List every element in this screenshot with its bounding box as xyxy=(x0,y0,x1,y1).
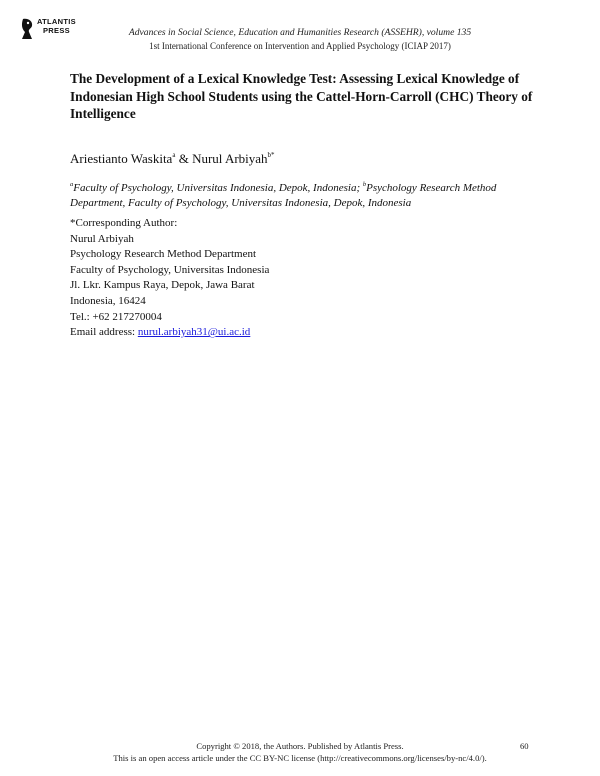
affiliations xyxy=(70,178,540,210)
copyright-notice: Copyright © 2018, the Authors. Published by Atlantis Press. xyxy=(196,741,404,751)
corresponding-email-line xyxy=(70,325,269,341)
author-line xyxy=(70,151,275,167)
author-1: Ariestianto Waskita xyxy=(70,151,173,166)
affiliation-a-superscript: a xyxy=(70,181,74,188)
author-1-superscript: a xyxy=(172,151,176,159)
logo-line-1: ATLANTIS xyxy=(37,17,76,26)
email-link[interactable]: nurul.arbiyah31@ui.ac.id xyxy=(137,326,251,339)
conference-header: 1st International Conference on Intervention and Applied Psychology (ICIAP 2017) xyxy=(149,41,451,51)
affiliation-b: Psychology Research Method Department, Faculty of Psychology, Universitas Indonesia, Depok, Indonesia xyxy=(70,182,497,209)
corresponding-city: Indonesia, 16424 xyxy=(70,294,146,307)
journal-header: Advances in Social Science, Education and Humanities Research (ASSEHR), volume 135 xyxy=(128,27,472,38)
corresponding-street: Jl. Lkr. Kampus Raya, Depok, Jawa Barat xyxy=(70,279,255,292)
corresponding-tel: Tel.: +62 217270004 xyxy=(70,310,162,323)
paper-title: The Development of a Lexical Knowledge Test: Assessing Lexical Knowledge of Indonesian High School Students using the Cattel-Horn-Carroll (CHC) Theory of Intelligence xyxy=(70,71,533,121)
corresponding-label: *Corresponding Author: xyxy=(70,217,178,229)
author-separator: & xyxy=(175,151,193,166)
corresponding-name: Nurul Arbiyah xyxy=(70,232,134,245)
corresponding-faculty: Faculty of Psychology, Universitas Indonesia xyxy=(70,263,270,276)
affiliation-b-superscript: b xyxy=(362,181,367,188)
logo-line-2: PRESS xyxy=(43,25,70,35)
author-2-superscript: b* xyxy=(267,151,275,159)
corresponding-department: Psychology Research Method Department xyxy=(70,248,257,261)
page-number: 60 xyxy=(520,741,529,751)
license-notice: This is an open access article under the CC BY-NC license (http://creativecommons.org/licenses/by-nc/4.0/). xyxy=(113,753,487,763)
author-2: Nurul Arbiyah xyxy=(192,151,268,166)
affiliation-a: Faculty of Psychology, Universitas Indonesia, Depok, Indonesia; xyxy=(73,182,361,194)
email-label: Email address: xyxy=(70,326,138,339)
corresponding-author-block xyxy=(70,216,269,341)
